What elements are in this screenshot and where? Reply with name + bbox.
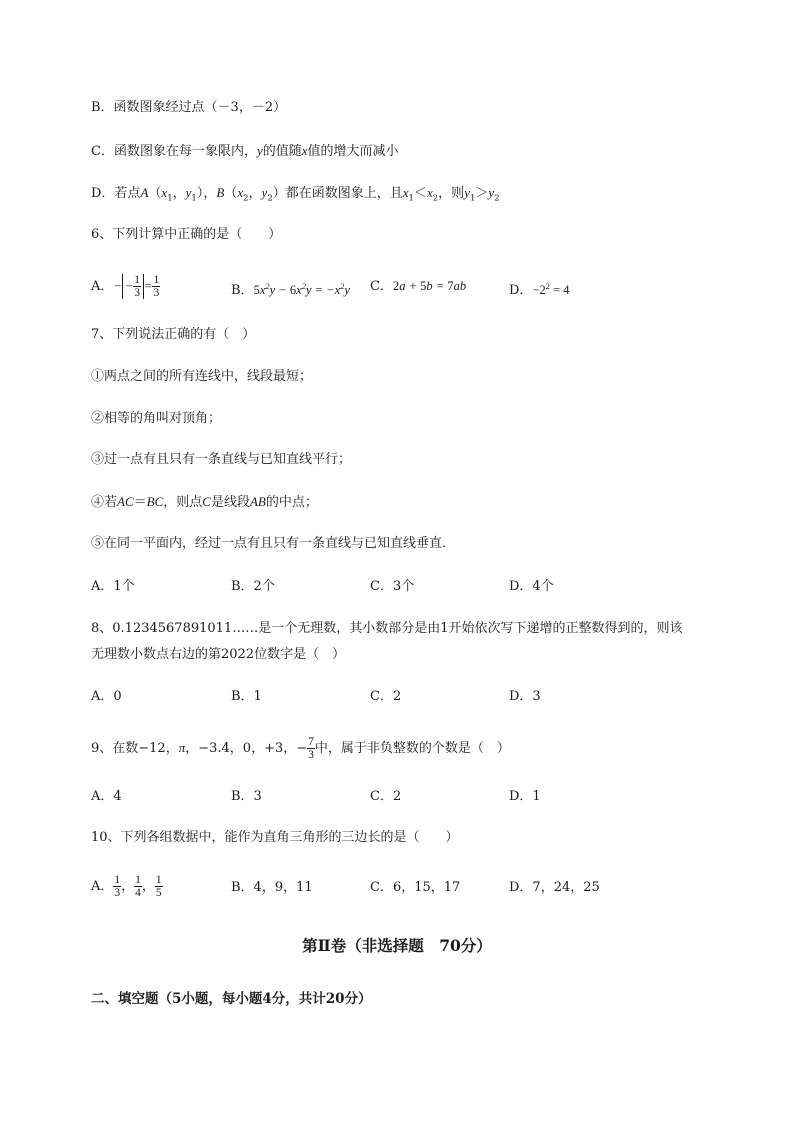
q8-option-d: D．3 <box>509 689 541 704</box>
q9-option-d: D．1 <box>509 789 541 804</box>
q6-option-a: A．− − $\frac{1}{3}$ = $\frac{1}{3}$ <box>91 274 160 299</box>
part2-title: 第Ⅱ卷（非选择题 70分） <box>302 936 492 955</box>
q10-option-d: D．7，24，25 <box>509 880 600 895</box>
q8-stem-line2: 无理数小数点右边的第2022位数字是（ ） <box>91 647 346 662</box>
q8-stem-line1: 8、0.1234567891011……是一个无理数，其小数部分是由1开始依次写下递增的正整数得到的，则该 <box>91 621 683 636</box>
q7-item-1: ①两点之间的所有连线中，线段最短； <box>91 369 313 384</box>
q7-option-d: D．4个 <box>509 579 554 594</box>
q9-option-c: C．2 <box>370 789 402 804</box>
q5-option-c: C．函数图象在每一象限内，y的值随x值的增大而减小 <box>91 143 399 159</box>
q9-stem: 9、在数−12，π，−3.4，0，+3，− $\frac{7}{3}$ 中，属于非负整数的个数是（ ） <box>91 736 510 761</box>
q6-option-b: B．$5x^2y - 6x^2y = -x^2y$ <box>231 281 350 299</box>
q10-option-c: C．6，15，17 <box>370 880 461 895</box>
q7-option-b: B．2个 <box>231 579 275 594</box>
fill-in-section-heading: 二、填空题（5小题，每小题4分，共计20分） <box>91 991 372 1007</box>
q6-stem: 6、下列计算中正确的是（ ） <box>91 227 282 242</box>
q7-item-4: ④若AC＝BC，则点C是线段AB的中点； <box>91 494 318 510</box>
q9-option-b: B．3 <box>231 789 262 804</box>
q7-stem: 7、下列说法正确的有（ ） <box>91 327 256 342</box>
q6-option-c: C．2a + 5b = 7ab <box>370 279 467 294</box>
q7-item-3: ③过一点有且只有一条直线与已知直线平行； <box>91 452 352 467</box>
q7-item-2: ②相等的角叫对顶角； <box>91 411 222 426</box>
q5-option-b: B．函数图象经过点（－3，－2） <box>91 100 287 115</box>
q8-option-c: C．2 <box>370 689 402 704</box>
q7-item-5: ⑤在同一平面内，经过一点有且只有一条直线与已知直线垂直． <box>91 536 456 551</box>
q9-option-a: A．4 <box>91 789 122 804</box>
q7-option-a: A．1个 <box>91 579 135 594</box>
q8-option-a: A．0 <box>91 689 122 704</box>
q10-option-a: A． $\frac{1}{3}$ ， $\frac{1}{4}$ ， $\frac{1}{5}$ <box>91 874 162 899</box>
q10-option-b: B．4，9，11 <box>231 880 313 895</box>
q10-stem: 10、下列各组数据中，能作为直角三角形的三边长的是（ ） <box>91 830 459 845</box>
q8-option-b: B．1 <box>231 689 262 704</box>
q6-option-d: D．$-2^2 = 4$ <box>509 281 570 299</box>
q7-option-c: C．3个 <box>370 579 415 594</box>
q5-option-d: D．若点$A(x_1$，$y_1$），$B(x_2$，$y_2$）都在函数图象上，且$x_1<x_2$，则$y_1>y_2$ <box>91 185 500 204</box>
